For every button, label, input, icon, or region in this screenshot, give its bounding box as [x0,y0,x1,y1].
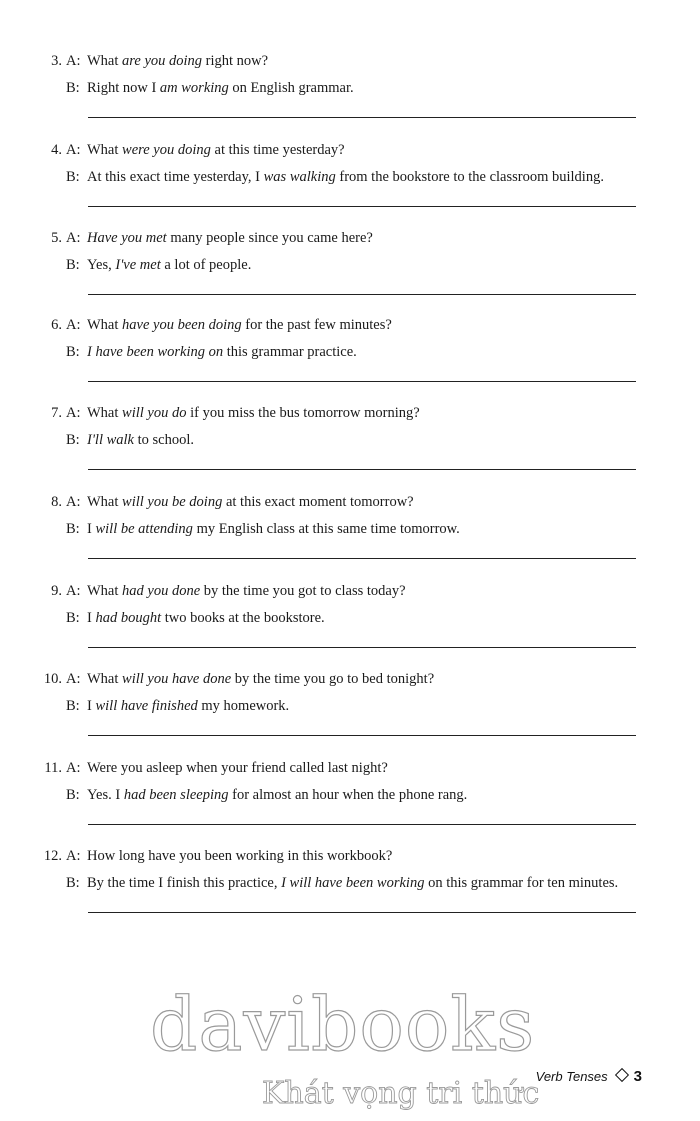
text-italic: will you do [122,405,187,421]
text-italic: had you done [122,583,201,599]
speaker-label: A: [66,848,81,864]
dialogue-text [87,404,420,422]
text-plain: I [87,610,96,626]
text-italic: had bought [95,610,162,626]
text-plain: on English grammar. [228,80,354,96]
text-plain: I [87,698,96,714]
text-plain: Yes, [87,257,116,273]
text-italic: will have finished [95,698,198,714]
item-number: 8. [51,494,62,510]
text-plain: Yes. I [87,787,124,803]
page-footer [536,1068,642,1085]
text-plain: on this grammar for ten minutes. [424,875,619,891]
text-plain: At this exact time yesterday, I [87,169,264,185]
text-italic: I'll walk [87,432,134,448]
dialogue-text [87,670,434,688]
text-plain: a lot of people. [160,257,252,273]
speaker-label: A: [66,53,81,69]
answer-blank-line[interactable] [88,824,636,825]
text-plain: I [87,521,96,537]
answer-blank-line[interactable] [88,647,636,648]
dialogue-text [87,493,414,511]
answer-blank-line[interactable] [88,735,636,736]
dialogue-text [87,343,357,361]
text-plain: What [87,53,123,69]
dialogue-text [87,520,460,538]
item-number: 10. [43,671,62,687]
dialogue-text [87,582,406,600]
text-plain: my English class at this same time tomorrow. [192,521,460,537]
dialogue-text [87,168,604,186]
text-italic: I have been working on [87,344,224,360]
text-plain: this grammar practice. [223,344,357,360]
speaker-label: B: [66,787,80,803]
text-plain: to school. [134,432,195,448]
speaker-label: A: [66,583,81,599]
speaker-label: B: [66,698,80,714]
text-italic: am working [159,80,229,96]
dialogue-text [87,431,194,449]
dialogue-text [87,609,325,627]
dialogue-text [87,786,467,804]
dialogue-text [87,229,373,247]
text-plain: many people since you came here? [166,230,373,246]
speaker-label: B: [66,875,80,891]
answer-blank-line[interactable] [88,117,636,118]
text-italic: are you doing [122,53,203,69]
dialogue-text [87,316,392,334]
speaker-label: A: [66,494,81,510]
answer-blank-line[interactable] [88,381,636,382]
speaker-label: B: [66,610,80,626]
text-italic: will you be doing [122,494,223,510]
speaker-label: B: [66,169,80,185]
dialogue-text [87,759,388,777]
item-number: 4. [51,142,62,158]
item-number: 12. [43,848,62,864]
text-plain: Right now I [87,80,160,96]
text-plain: at this exact moment tomorrow? [222,494,414,510]
dialogue-text [87,697,289,715]
speaker-label: B: [66,432,80,448]
text-plain: What [87,494,123,510]
text-italic: Have you met [87,230,167,246]
speaker-label: B: [66,344,80,360]
text-plain: right now? [202,53,269,69]
speaker-label: A: [66,671,81,687]
text-plain: my homework. [197,698,290,714]
text-plain: Were you asleep when your friend called last night? [87,760,388,776]
text-plain: for almost an hour when the phone rang. [228,787,468,803]
dialogue-text [87,141,345,159]
dialogue-text [87,52,268,70]
answer-blank-line[interactable] [88,294,636,295]
answer-blank-line[interactable] [88,206,636,207]
page-number: 3 [633,1068,642,1085]
text-plain: by the time you go to bed tonight? [231,671,435,687]
watermark-tagline: Khát vọng tri thức [262,1076,540,1111]
text-italic: I will have been working [281,875,425,891]
text-plain: What [87,583,123,599]
item-number: 11. [44,760,62,776]
text-plain: two books at the bookstore. [161,610,325,626]
text-italic: will you have done [122,671,232,687]
answer-blank-line[interactable] [88,558,636,559]
footer-section-title: Verb Tenses [535,1069,608,1084]
text-italic: were you doing [122,142,211,158]
text-plain: By the time I finish this practice, [87,875,282,891]
speaker-label: B: [66,257,80,273]
text-plain: What [87,142,123,158]
text-italic: will be attending [95,521,193,537]
item-number: 5. [51,230,62,246]
text-plain: if you miss the bus tomorrow morning? [186,405,420,421]
item-number: 7. [51,405,62,421]
answer-blank-line[interactable] [88,912,636,913]
speaker-label: A: [66,142,81,158]
item-number: 6. [51,317,62,333]
text-plain: at this time yesterday? [210,142,345,158]
text-plain: What [87,671,123,687]
text-italic: have you been doing [122,317,242,333]
watermark-logo: davibooks [150,982,536,1068]
answer-blank-line[interactable] [88,469,636,470]
speaker-label: A: [66,760,81,776]
diamond-icon [615,1068,629,1082]
dialogue-text [87,847,392,865]
speaker-label: B: [66,80,80,96]
text-plain: What [87,317,123,333]
speaker-label: B: [66,521,80,537]
text-italic: had been sleeping [123,787,229,803]
item-number: 9. [51,583,62,599]
item-number: 3. [51,53,62,69]
speaker-label: A: [66,405,81,421]
speaker-label: A: [66,230,81,246]
speaker-label: A: [66,317,81,333]
dialogue-text [87,256,251,274]
text-plain: What [87,405,123,421]
text-italic: was walking [263,169,336,185]
text-plain: by the time you got to class today? [200,583,406,599]
text-italic: I've met [115,257,161,273]
text-plain: for the past few minutes? [241,317,392,333]
text-plain: from the bookstore to the classroom building. [335,169,604,185]
dialogue-text [87,79,354,97]
text-plain: How long have you been working in this workbook? [87,848,393,864]
dialogue-text [87,874,618,892]
